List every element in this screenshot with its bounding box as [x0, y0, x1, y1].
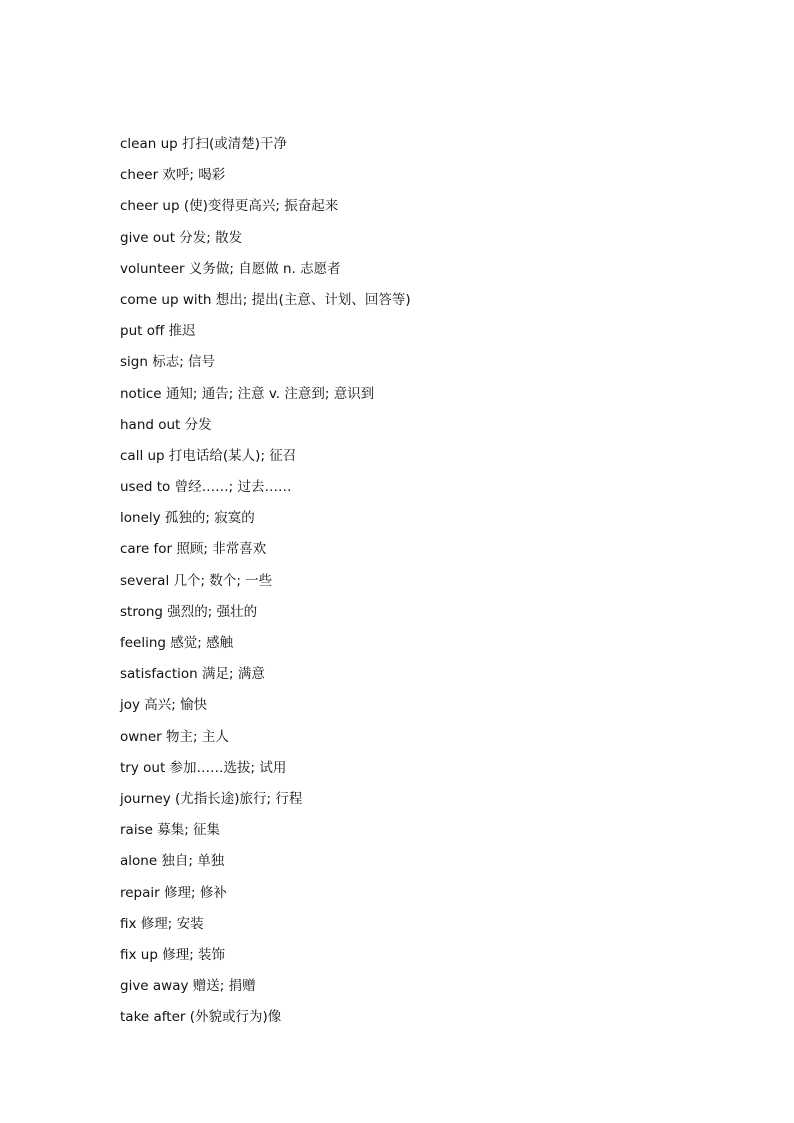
vocab-entry-fix-up: fix up 修理; 装饰: [120, 946, 226, 963]
vocab-entry-raise: raise 募集; 征集: [120, 822, 221, 839]
vocab-entry-try-out: try out 参加……选拔; 试用: [120, 759, 287, 776]
vocab-entry-put-off: put off 推迟: [120, 323, 196, 340]
vocabulary-list: [120, 134, 411, 1038]
vocab-entry-joy: joy 高兴; 愉快: [120, 697, 208, 714]
vocab-entry-lonely: lonely 孤独的; 寂寞的: [120, 510, 255, 527]
vocab-entry-several: several 几个; 数个; 一些: [120, 572, 273, 589]
vocab-entry-give-away: give away 赠送; 捐赠: [120, 978, 256, 995]
vocab-entry-journey: journey (尤指长途)旅行; 行程: [120, 790, 303, 807]
vocab-entry-owner: owner 物主; 主人: [120, 728, 229, 745]
vocab-entry-alone: alone 独自; 单独: [120, 853, 225, 870]
vocab-entry-repair: repair 修理; 修补: [120, 884, 227, 901]
vocab-entry-come-up-with: come up with 想出; 提出(主意、计划、回答等): [120, 291, 411, 308]
vocab-entry-hand-out: hand out 分发: [120, 416, 212, 433]
vocab-entry-care-for: care for 照顾; 非常喜欢: [120, 541, 267, 558]
vocab-entry-give-out: give out 分发; 散发: [120, 229, 243, 246]
vocab-entry-satisfaction: satisfaction 满足; 满意: [120, 666, 265, 683]
vocab-entry-cheer: cheer 欢呼; 喝彩: [120, 167, 226, 184]
vocab-entry-call-up: call up 打电话给(某人); 征召: [120, 447, 297, 464]
vocab-entry-used-to: used to 曾经……; 过去……: [120, 479, 292, 496]
vocab-entry-take-after: take after (外貌或行为)像: [120, 1009, 282, 1026]
vocab-entry-clean-up: clean up 打扫(或清楚)干净: [120, 136, 288, 152]
vocab-entry-cheer-up: cheer up (使)变得更高兴; 振奋起来: [120, 198, 339, 215]
vocab-entry-sign: sign 标志; 信号: [120, 354, 216, 371]
vocab-entry-notice: notice 通知; 通告; 注意 v. 注意到; 意识到: [120, 385, 375, 402]
vocab-entry-fix: fix 修理; 安装: [120, 915, 204, 932]
vocab-entry-strong: strong 强烈的; 强壮的: [120, 603, 258, 620]
vocab-entry-feeling: feeling 感觉; 感触: [120, 635, 234, 651]
vocab-entry-volunteer: volunteer 义务做; 自愿做 n. 志愿者: [120, 260, 341, 277]
